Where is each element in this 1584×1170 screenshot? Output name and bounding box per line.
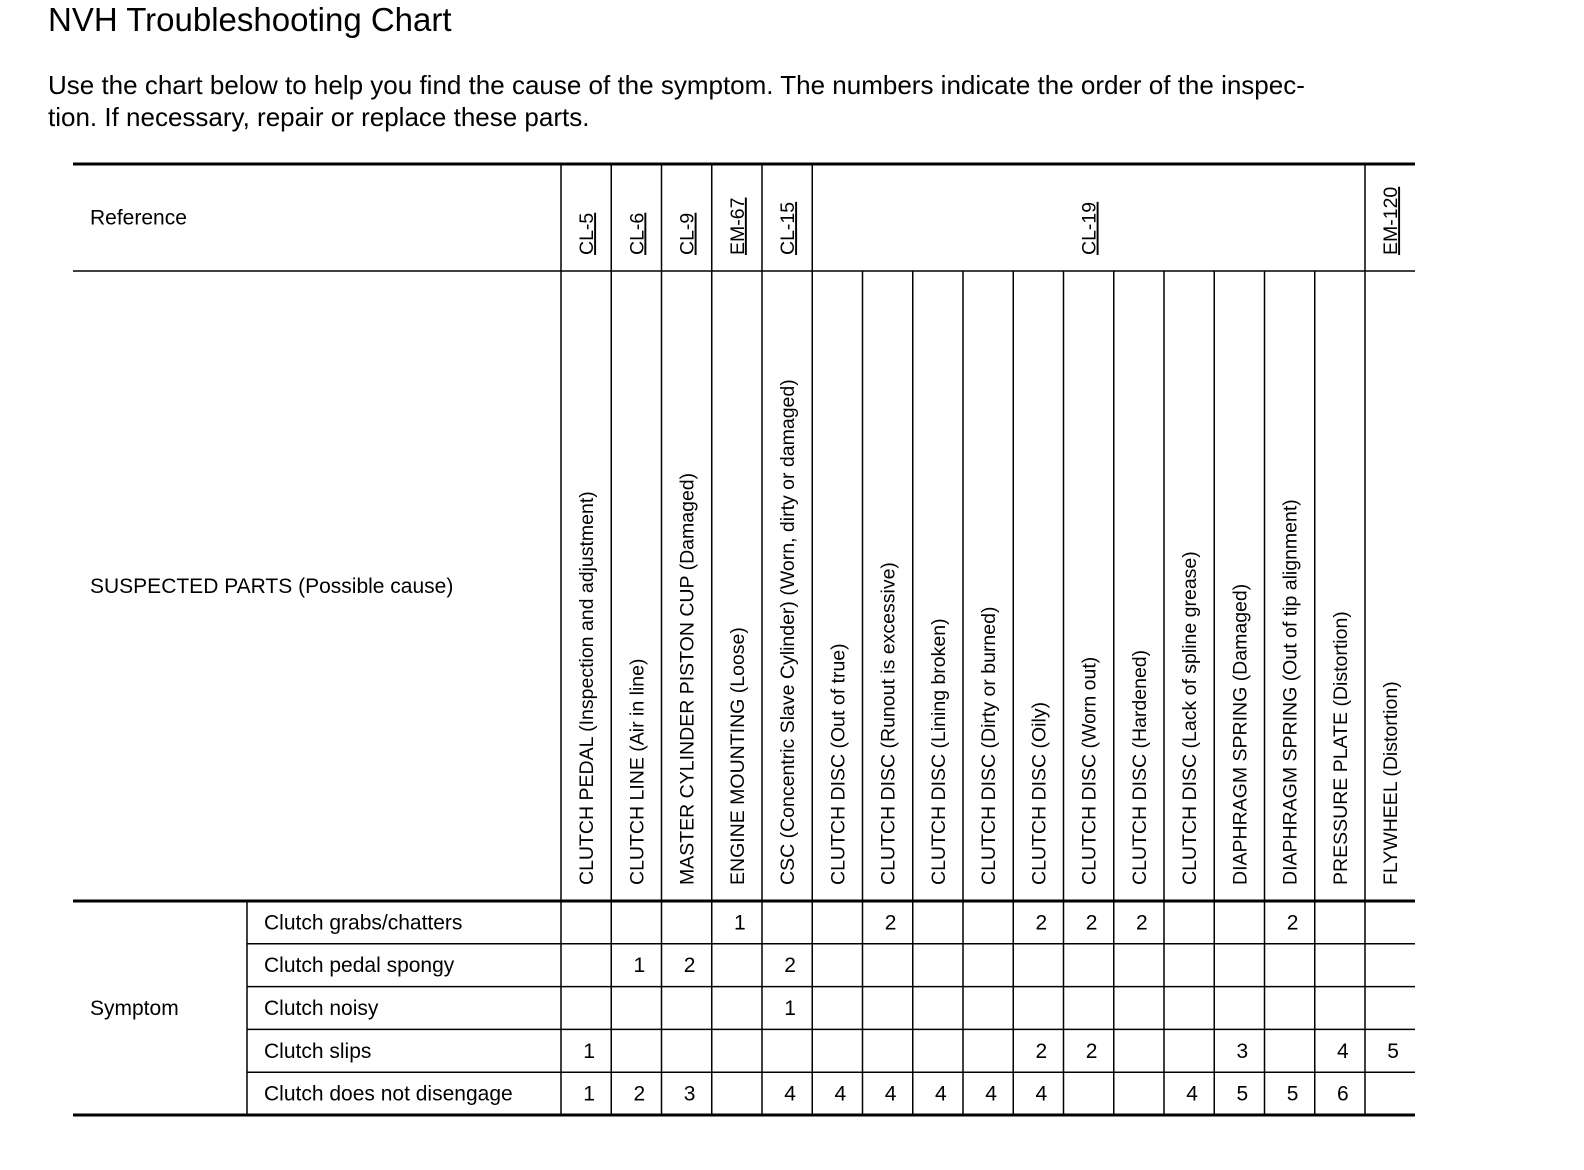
part-name: CLUTCH DISC (Runout is excessive)	[877, 562, 900, 885]
inspection-order: 2	[633, 1082, 646, 1106]
inspection-order: 2	[1035, 911, 1048, 935]
intro-line-2: tion. If necessary, repair or replace these parts.	[48, 102, 590, 132]
inspection-order: 1	[583, 1039, 595, 1063]
inspection-order: 2	[1085, 1039, 1098, 1063]
part-name: ENGINE MOUNTING (Loose)	[726, 627, 749, 885]
reference-code: EM-120	[1380, 186, 1403, 255]
inspection-order: 1	[583, 1082, 595, 1106]
symptom-label: Symptom	[90, 997, 179, 1020]
part-name: MASTER CYLINDER PISTON CUP (Damaged)	[676, 472, 699, 885]
inspection-order: 4	[935, 1082, 947, 1106]
part-name: CLUTCH DISC (Worn out)	[1078, 656, 1101, 885]
reference-code: CL-5	[576, 212, 599, 255]
inspection-order: 4	[834, 1082, 847, 1106]
inspection-order: 2	[1085, 911, 1098, 935]
inspection-order: 1	[633, 954, 646, 978]
suspected-parts-label: SUSPECTED PARTS (Possible cause)	[90, 575, 454, 598]
inspection-order: 2	[1136, 911, 1148, 935]
table-cells	[90, 187, 1402, 1106]
part-name: CSC (Concentric Slave Cylinder) (Worn, dirty or damaged)	[777, 379, 800, 885]
inspection-order: 3	[683, 1082, 696, 1106]
symptom-name: Clutch does not disengage	[264, 1082, 513, 1106]
reference-code: CL-9	[676, 212, 699, 255]
reference-label: Reference	[90, 206, 187, 230]
reference-code: EM-67	[726, 197, 749, 255]
part-name: CLUTCH DISC (Dirty or burned)	[978, 606, 1001, 885]
inspection-order: 2	[884, 911, 897, 935]
part-name: CLUTCH DISC (Lining broken)	[927, 618, 950, 885]
inspection-order: 5	[1286, 1082, 1299, 1106]
inspection-order: 2	[1035, 1039, 1048, 1063]
intro-line-1: Use the chart below to help you find the cause of the symptom. The numbers indicate the order of the inspec-	[48, 70, 1305, 100]
inspection-order: 5	[1236, 1082, 1249, 1106]
part-name: CLUTCH DISC (Lack of spline grease)	[1179, 551, 1202, 885]
part-name: CLUTCH DISC (Oily)	[1028, 701, 1051, 885]
part-name: CLUTCH DISC (Hardened)	[1128, 649, 1151, 885]
reference-code: CL-15	[777, 201, 800, 255]
inspection-order: 2	[784, 954, 796, 978]
inspection-order: 4	[1035, 1082, 1048, 1106]
page-title: NVH Troubleshooting Chart	[48, 1, 452, 38]
symptom-name: Clutch noisy	[264, 997, 379, 1020]
part-name: CLUTCH PEDAL (Inspection and adjustment)	[576, 491, 599, 885]
inspection-order: 1	[734, 911, 746, 935]
inspection-order: 2	[1286, 911, 1299, 935]
part-name: FLYWHEEL (Distortion)	[1380, 681, 1403, 885]
inspection-order: 4	[985, 1082, 997, 1106]
inspection-order: 4	[884, 1082, 897, 1106]
inspection-order: 5	[1387, 1039, 1399, 1063]
part-name: CLUTCH LINE (Air in line)	[626, 658, 649, 885]
inspection-order: 4	[1186, 1082, 1198, 1106]
part-name: PRESSURE PLATE (Distortion)	[1329, 611, 1352, 885]
inspection-order: 3	[1236, 1039, 1249, 1063]
part-name: DIAPHRAGM SPRING (Out of tip alignment)	[1279, 499, 1302, 885]
inspection-order: 4	[784, 1082, 796, 1106]
symptom-name: Clutch pedal spongy	[264, 954, 455, 978]
inspection-order: 6	[1337, 1082, 1349, 1106]
part-name: DIAPHRAGM SPRING (Damaged)	[1229, 583, 1252, 885]
inspection-order: 2	[683, 954, 696, 978]
symptom-name: Clutch grabs/chatters	[264, 911, 463, 935]
inspection-order: 4	[1337, 1039, 1349, 1063]
part-name: CLUTCH DISC (Out of true)	[827, 643, 850, 885]
reference-code: CL-19	[1078, 201, 1101, 255]
symptom-name: Clutch slips	[264, 1039, 372, 1063]
reference-code: CL-6	[626, 212, 649, 255]
inspection-order: 1	[784, 997, 796, 1020]
